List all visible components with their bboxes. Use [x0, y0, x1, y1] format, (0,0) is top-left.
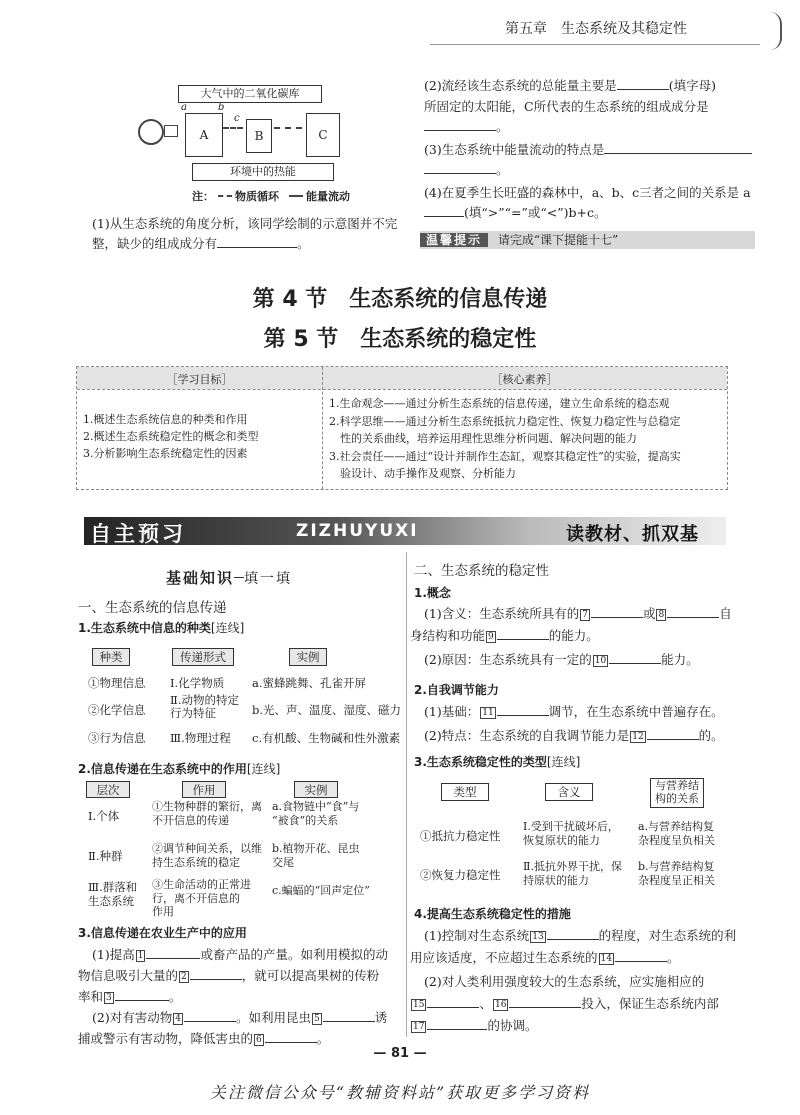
node-b: B [246, 119, 272, 153]
roles-header-role: 作用 [182, 781, 226, 798]
level-population: Ⅱ.种群 [88, 849, 123, 863]
solid-arrow-icon [289, 195, 303, 197]
legend-note: 注： [192, 190, 214, 203]
roles-header-example: 实例 [294, 781, 338, 798]
example-b: b.光、声、温度、湿度、磁力 [252, 703, 402, 717]
atmosphere-co2-box: 大气中的二氧化碳库 [178, 85, 322, 103]
example-a: a.蜜蜂跳舞、孔雀开屏 [252, 676, 367, 690]
q2-line1: (2)流经该生态系统的总能量主要是 [424, 78, 617, 93]
role-example-b: b.植物开花、昆虫 交尾 [272, 842, 360, 869]
blank-1[interactable] [146, 946, 200, 959]
header-bracket [770, 12, 782, 50]
role-2: ②调节种间关系，以维 持生态系统的稳定 [152, 842, 262, 869]
banner-title: 自主预习 [90, 522, 186, 546]
q1-line2: 整，缺少的组成成分有 [92, 236, 218, 251]
types-header-kind: 种类 [92, 648, 130, 666]
arrow-a-b-icon [223, 127, 243, 129]
dashed-arrow-icon [218, 195, 232, 197]
blank-14[interactable] [615, 949, 667, 962]
right-questions [424, 76, 764, 224]
resilience-stability: ②恢复力稳定性 [420, 868, 501, 882]
blank-5[interactable] [323, 1009, 375, 1022]
q2-line1-end: (填字母) [668, 78, 716, 93]
q2-line2: 所固定的太阳能，C所代表的生态系统的组成成分是 [424, 98, 709, 114]
q3-line1: (3)生态系统中能量流动的特点是 [424, 141, 605, 157]
banner-pinyin: ZIZHUYUXI [296, 521, 419, 541]
meaning-2: Ⅱ.抵抗外界干扰，保 持原状的能力 [523, 860, 622, 887]
blank-7[interactable] [591, 605, 643, 618]
goals-header-left: ［学习目标］ [166, 373, 233, 386]
blank-10[interactable] [609, 651, 661, 664]
blank-8[interactable] [667, 605, 719, 618]
relation-b: b.与营养结构复 杂程度呈正相关 [638, 860, 715, 887]
literacy-1: 1.生命观念——通过分析生态系统的信息传递，建立生命系统的稳态观 [329, 397, 670, 410]
role-example-a: a.食物链中“食”与 “被食”的关系 [272, 800, 360, 827]
subsection-info-application: 3.信息传递在农业生产中的应用 [78, 926, 247, 940]
goal-1: 1.概述生态系统信息的种类和作用 [83, 413, 248, 426]
blank-q2b[interactable] [424, 118, 496, 131]
label-b: b [218, 102, 225, 113]
types-header-form: 传递形式 [172, 648, 234, 666]
q3-end: 。 [496, 162, 509, 177]
section-stability: 二、生态系统的稳定性 [414, 563, 549, 579]
legend-material: 物质循环 [235, 190, 279, 203]
role-3: ③生命活动的正常进 行，离不开信息的 作用 [152, 878, 251, 918]
example-c: c.有机酸、生物碱和性外激素 [252, 731, 401, 745]
blank-9[interactable] [497, 627, 549, 640]
question-1 [92, 214, 397, 254]
banner-slogan: 读教材、抓双基 [566, 524, 699, 545]
section-info-transfer: 一、生态系统的信息传递 [78, 600, 227, 616]
blank-13[interactable] [547, 927, 599, 940]
q2-end: 。 [496, 119, 509, 134]
blank-q4[interactable] [424, 204, 464, 217]
type-chemical: ②化学信息 [88, 703, 146, 717]
subsection-measures: 4.提高生态系统稳定性的措施 [414, 907, 571, 921]
concept-text: (1)含义：生态系统所具有的 7 或 8 自 身结构和功能 9 的能力。 (2)原因：生态系统具有一定的 10 能力。 [410, 606, 732, 667]
subsection-stability-types: 3.生态系统稳定性的类型[连线] [414, 755, 581, 769]
diagram-legend [192, 188, 350, 204]
tip-bar [420, 231, 755, 249]
blank-2[interactable] [190, 967, 242, 980]
q4-line2: (填“>”“=”或“<”)b+c。 [464, 205, 607, 220]
application-text: (1)提高 1 或畜产品的产量。如利用模拟的动 物信息吸引大量的 2 ，就可以提高果树的传粉 率和 3 。 (2)对有害动物 4 。如利用昆虫 5 诱 捕或警示有害动物，降低害虫的 6 。 [78, 947, 388, 1046]
literacy-3-cont: 验设计、动手操作及观察、分析能力 [329, 467, 516, 480]
blank-3[interactable] [115, 988, 169, 1001]
promo-text: 关注微信公众号“教辅资料站”获取更多学习资料 [209, 1083, 591, 1102]
level-community: Ⅲ.群落和 生态系统 [88, 880, 138, 908]
blank-17[interactable] [427, 1017, 487, 1030]
sun-arrow-icon [164, 125, 178, 137]
blank-q2a[interactable] [617, 77, 669, 90]
subsection-concept: 1.概念 [414, 586, 451, 600]
blank-11[interactable] [497, 703, 549, 716]
goal-3: 3.分析影响生态系统稳定性的因素 [83, 447, 248, 460]
ecosystem-diagram [130, 85, 400, 210]
blank-12[interactable] [647, 727, 699, 740]
blank-q1[interactable] [217, 235, 297, 248]
form-physical: Ⅲ.物理过程 [170, 731, 231, 745]
section-4-title: 第 4 节 生态系统的信息传递 [252, 287, 548, 312]
subsection-self-regulation: 2.自我调节能力 [414, 683, 499, 697]
form-behavior: Ⅱ.动物的特定 行为特征 [170, 693, 239, 720]
page-number: — 81 — [373, 1046, 427, 1061]
resistance-stability: ①抵抗力稳定性 [420, 829, 501, 843]
type-physical: ①物理信息 [88, 676, 146, 690]
tip-text: 请完成“课下提能十七” [497, 233, 619, 247]
self-regulation-text: (1)基础： 11 调节，在生态系统中普遍存在。 (2)特点：生态系统的自我调节能力是 12 的。 [424, 704, 724, 743]
literacy-2: 2.科学思维——通过分析生态系统抵抗力稳定性、恢复力稳定性与总稳定 [329, 414, 681, 428]
stability-header-relation: 与营养结 构的关系 [650, 778, 704, 808]
q4-line1: (4)在夏季生长旺盛的森林中，a、b、c三者之间的关系是 a [424, 184, 751, 200]
q1-line1: (1)从生态系统的角度分析，该同学绘制的示意图并不完 [92, 216, 398, 231]
basic-heading: 基础知识 填一填 [166, 569, 293, 587]
arrow-b-c-icon [274, 127, 302, 129]
node-a: A [185, 113, 223, 157]
column-divider [406, 552, 407, 1037]
preview-banner [76, 517, 726, 545]
type-behavior: ③行为信息 [88, 731, 146, 745]
stability-header-meaning: 含义 [545, 783, 593, 801]
q1-end: 。 [297, 236, 310, 251]
section-5-title: 第 5 节 生态系统的稳定性 [263, 327, 537, 352]
stability-header-type: 类型 [441, 783, 489, 801]
sun-icon [138, 119, 164, 145]
role-1: ①生物种群的繁衍，离 不开信息的传递 [152, 800, 262, 827]
meaning-1: Ⅰ.受到干扰破坏后， 恢复原状的能力 [523, 820, 619, 847]
legend-energy: 能量流动 [306, 190, 350, 203]
label-c: c [234, 113, 240, 124]
blank-q3a[interactable] [604, 141, 752, 154]
measures-text: (1)控制对生态系统 13 的程度，对生态系统的利 用应该适度，不应超过生态系统的 14 。 (2)对人类利用强度较大的生态系统，应实施相应的 15 、 16 投入，保证生态系统内部 17 的协调。 [410, 928, 737, 1033]
label-a: a [181, 102, 187, 113]
blank-q3b[interactable] [424, 161, 496, 174]
blank-4[interactable] [184, 1009, 236, 1022]
role-example-c: c.蝙蝠的“回声定位” [272, 884, 370, 897]
types-header-example: 实例 [289, 648, 327, 666]
goal-2: 2.概述生态系统稳定性的概念和类型 [83, 430, 259, 443]
blank-15[interactable] [427, 995, 479, 1008]
node-c: C [306, 113, 340, 157]
blank-16[interactable] [509, 995, 581, 1008]
subsection-info-types: 1.生态系统中信息的种类[连线] [78, 621, 245, 635]
roles-header-level: 层次 [86, 781, 130, 798]
form-chemical: Ⅰ.化学物质 [170, 676, 225, 690]
goals-header-right: ［核心素养］ [491, 373, 558, 386]
blank-6[interactable] [265, 1030, 317, 1043]
tip-label: 温馨提示 [420, 233, 488, 247]
header-rule [430, 44, 760, 45]
literacy-3: 3.社会责任——通过“设计并制作生态缸，观察其稳定性”的实验，提高实 [329, 449, 681, 463]
subsection-info-roles: 2.信息传递在生态系统中的作用[连线] [78, 762, 281, 776]
chapter-header: 第五章 生态系统及其稳定性 [505, 21, 687, 37]
goals-table [76, 366, 728, 490]
level-individual: Ⅰ.个体 [88, 809, 120, 823]
environment-heat-box: 环境中的热能 [192, 163, 334, 181]
literacy-2-cont: 性的关系曲线，培养运用理性思维分析问题、解决问题的能力 [329, 432, 637, 445]
relation-a: a.与营养结构复 杂程度呈负相关 [638, 820, 715, 847]
